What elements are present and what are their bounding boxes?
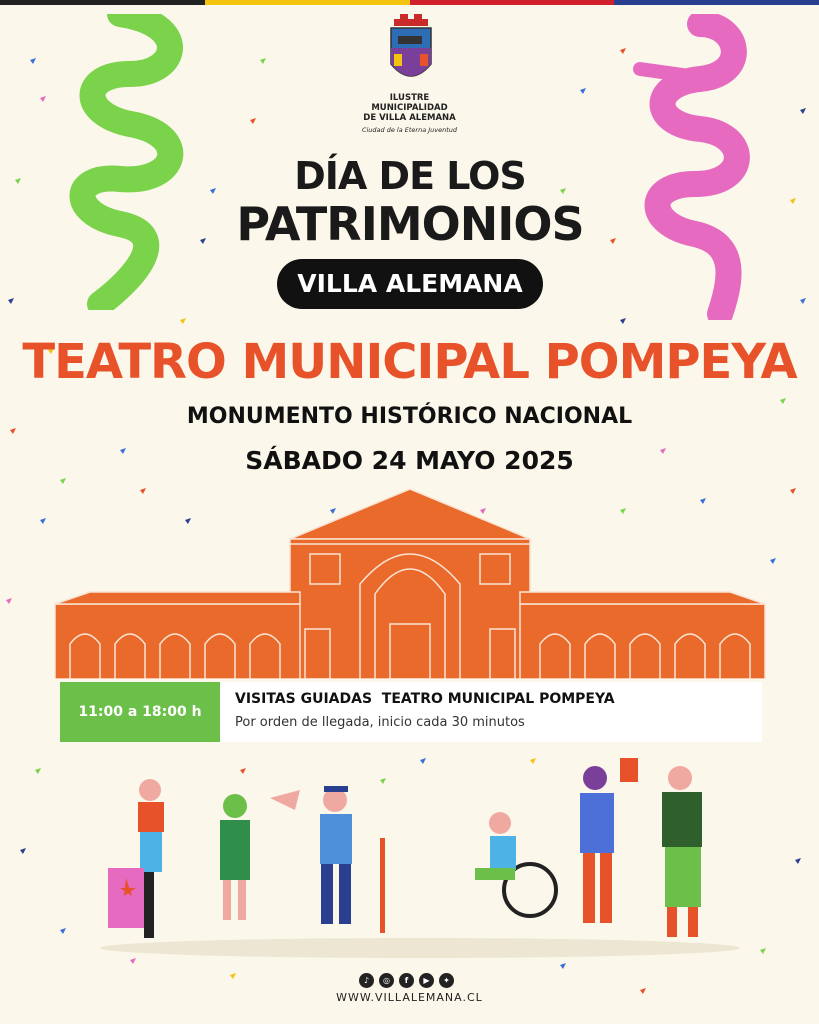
municipality-line-2: MUNICIPALIDAD: [371, 103, 448, 113]
facebook-icon[interactable]: f: [399, 973, 414, 988]
event-title-line-2: PATRIMONIOS: [236, 197, 584, 251]
activity-hours: 11:00 a 18:00 h: [60, 682, 220, 742]
tiktok-icon[interactable]: ♪: [359, 973, 374, 988]
instagram-icon[interactable]: ◎: [379, 973, 394, 988]
municipality-line-3: DE VILLA ALEMANA: [363, 113, 456, 123]
municipality-tagline: Ciudad de la Eterna Juventud: [361, 126, 458, 134]
municipality-name: [300, 93, 519, 135]
pink-ribbon-decoration: [630, 14, 760, 320]
venue-designation: MONUMENTO HISTÓRICO NACIONAL: [186, 404, 633, 429]
municipality-line-1: ILUSTRE: [389, 93, 430, 103]
activity-title: VISITAS GUIADAS TEATRO MUNICIPAL POMPEYA: [235, 691, 615, 707]
event-date: SÁBADO 24 MAYO 2025: [245, 446, 574, 475]
people-illustration: [80, 748, 760, 963]
green-ribbon-decoration: [60, 14, 190, 310]
event-title-line-1: DÍA DE LOS: [294, 154, 526, 198]
activity-detail: Por orden de llegada, inicio cada 30 minutos: [235, 715, 525, 730]
activity-info-bar: [60, 682, 762, 742]
twitter-icon[interactable]: ✦: [439, 973, 454, 988]
youtube-icon[interactable]: ▶: [419, 973, 434, 988]
city-badge: VILLA ALEMANA: [277, 259, 543, 309]
social-icons: [359, 973, 469, 989]
venue-title: TEATRO MUNICIPAL POMPEYA: [22, 334, 797, 390]
website-link[interactable]: WWW.VILLALEMANA.CL: [336, 991, 483, 1004]
municipal-crest-icon: [388, 14, 434, 88]
theatre-building-illustration: [50, 484, 770, 679]
